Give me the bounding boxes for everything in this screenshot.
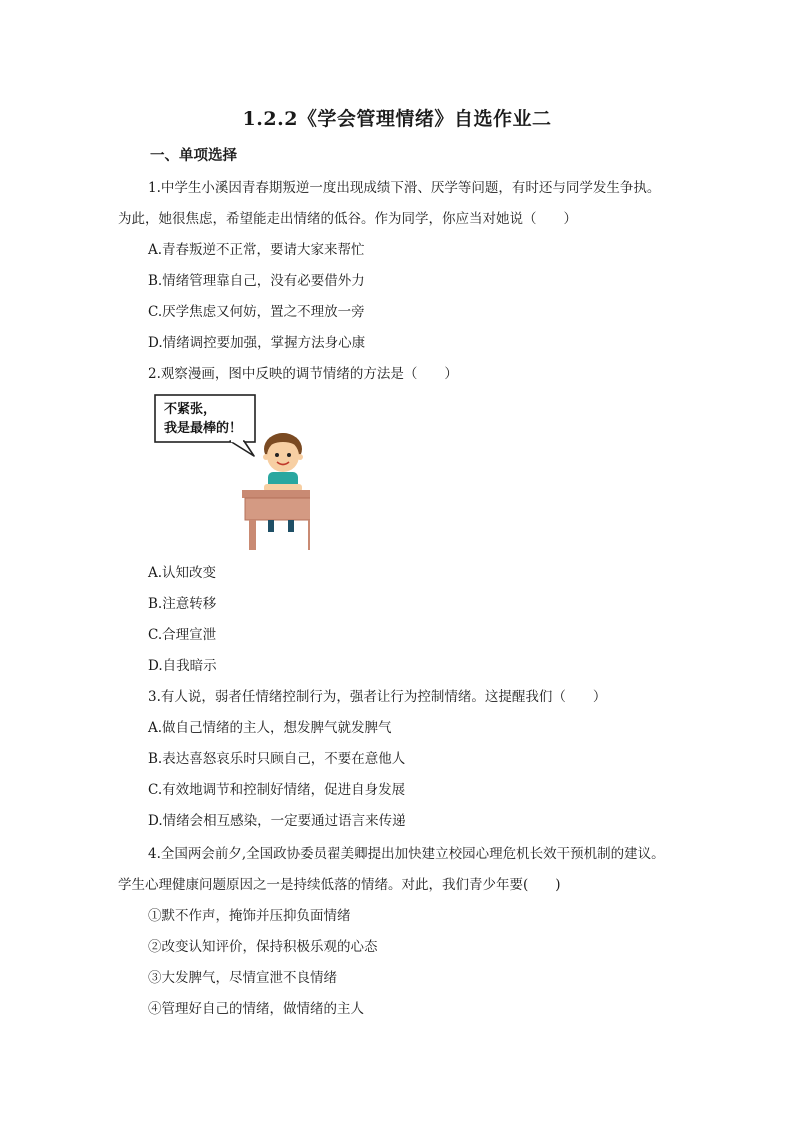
speech-line-2: 我是最棒的！ <box>164 420 243 435</box>
q1-option-a: A.青春叛逆不正常，要请大家来帮忙 <box>148 242 365 258</box>
speech-line-1: 不紧张， <box>164 401 217 416</box>
boy-figure <box>263 433 303 494</box>
q2-option-b: B.注意转移 <box>148 596 217 612</box>
document-title: 1.2.2《学会管理情绪》自选作业二 <box>242 108 552 130</box>
q4-stem-line2: 学生心理健康问题原因之一是持续低落的情绪。对此，我们青少年要( ) <box>118 877 561 893</box>
section-heading-single-choice: 一、单项选择 <box>150 147 237 164</box>
q3-option-d: D.情绪会相互感染，一定要通过语言来传递 <box>148 813 406 829</box>
cartoon-illustration <box>150 392 310 552</box>
q2-option-a: A.认知改变 <box>148 565 217 581</box>
q4-item-2: ②改变认知评价，保持积极乐观的心态 <box>148 939 378 955</box>
q3-option-c: C.有效地调节和控制好情绪，促进自身发展 <box>148 782 406 798</box>
q1-option-d: D.情绪调控要加强，掌握方法身心康 <box>148 335 366 351</box>
q3-stem: 3.有人说，弱者任情绪控制行为，强者让行为控制情绪。这提醒我们（ ） <box>148 689 607 705</box>
q1-option-b: B.情绪管理靠自己，没有必要借外力 <box>148 273 365 289</box>
q3-option-a: A.做自己情绪的主人，想发脾气就发脾气 <box>148 720 392 736</box>
q1-stem-line2: 为此，她很焦虑，希望能走出情绪的低谷。作为同学，你应当对她说（ ） <box>118 211 577 227</box>
q1-option-c: C.厌学焦虑又何妨，置之不理放一旁 <box>148 304 365 320</box>
desk <box>242 490 310 550</box>
q4-stem-line1: 4.全国两会前夕,全国政协委员翟美卿提出加快建立校园心理危机长效干预机制的建议。 <box>148 846 665 862</box>
q2-option-c: C.合理宣泄 <box>148 627 217 643</box>
q2-option-d: D.自我暗示 <box>148 658 217 674</box>
q2-stem: 2.观察漫画，图中反映的调节情绪的方法是（ ） <box>148 366 458 382</box>
q4-item-3: ③大发脾气，尽情宣泄不良情绪 <box>148 970 337 986</box>
q4-item-4: ④管理好自己的情绪，做情绪的主人 <box>148 1001 364 1017</box>
q4-item-1: ①默不作声，掩饰并压抑负面情绪 <box>148 908 351 924</box>
q3-option-b: B.表达喜怒哀乐时只顾自己，不要在意他人 <box>148 751 406 767</box>
q1-stem-line1: 1.中学生小溪因青春期叛逆一度出现成绩下滑、厌学等问题，有时还与同学发生争执。 <box>148 180 661 196</box>
speech-bubble <box>155 395 255 456</box>
